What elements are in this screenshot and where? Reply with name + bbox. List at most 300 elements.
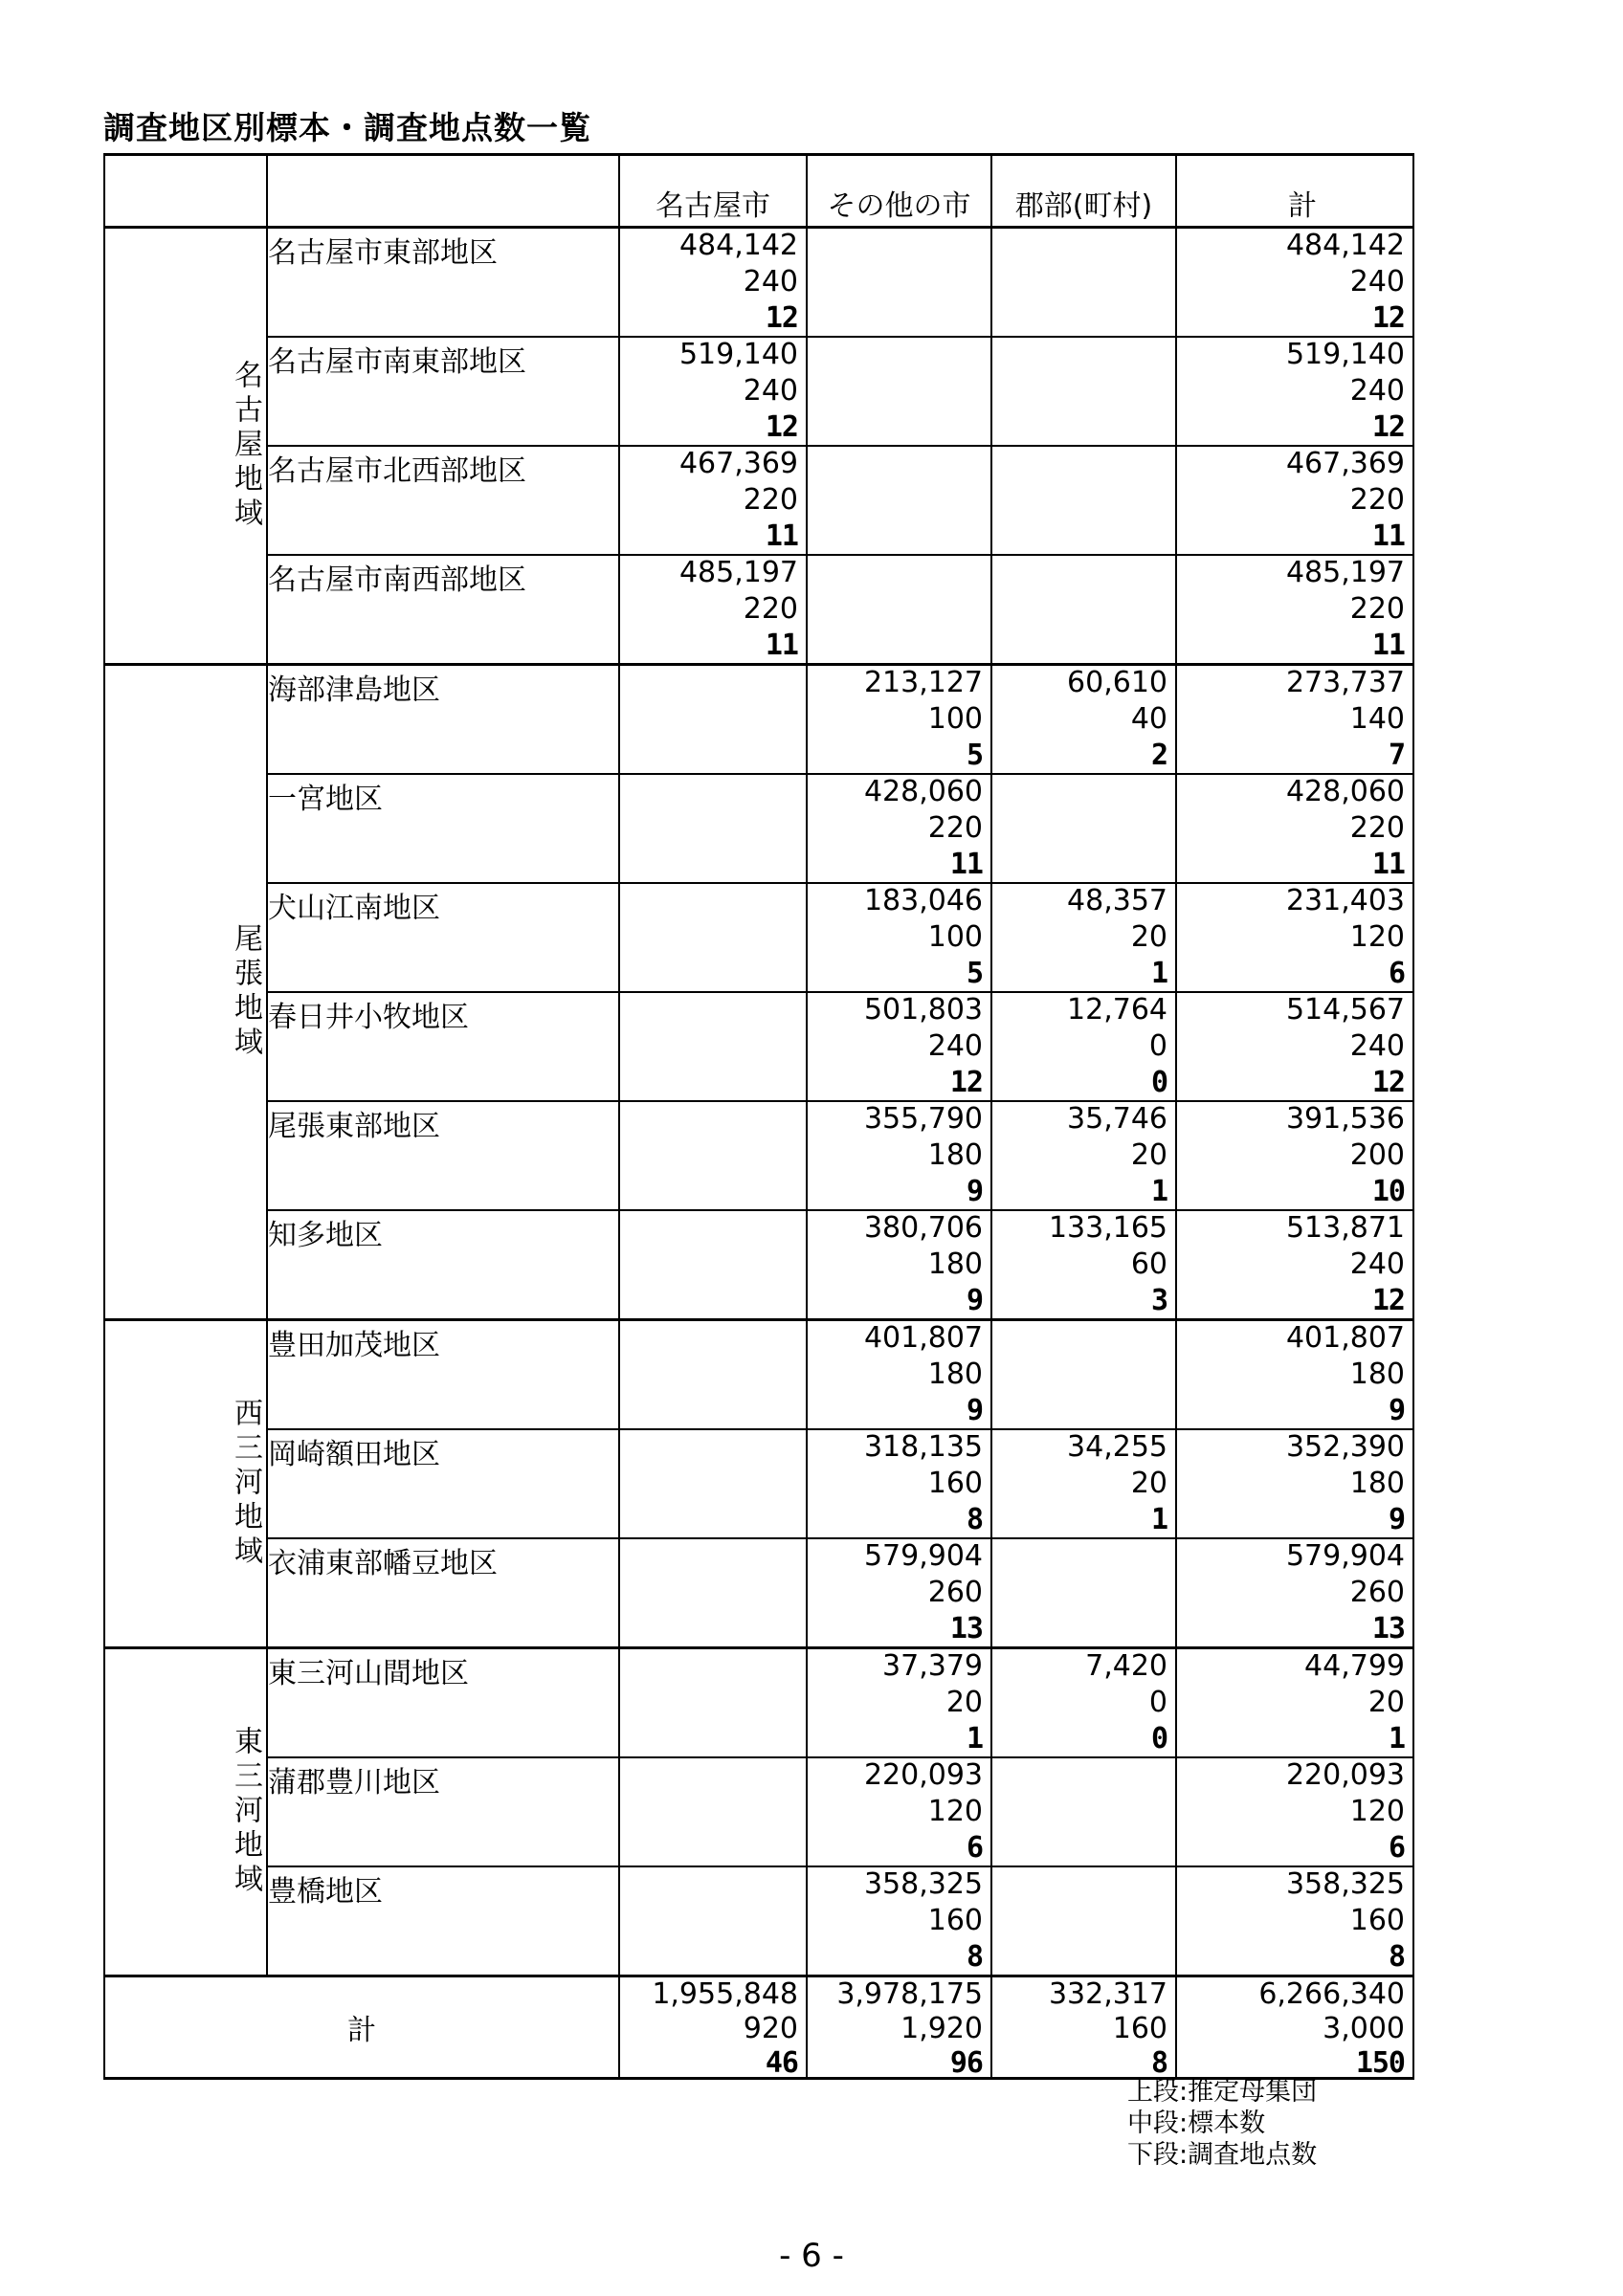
value-cell [1176, 774, 1413, 883]
value-cell [1176, 1210, 1413, 1320]
value-population [620, 666, 798, 700]
value-population: 428,060 [863, 775, 983, 808]
district-name: 名古屋市南東部地区 [267, 337, 619, 446]
value-samples [620, 1029, 798, 1064]
value-points [620, 848, 798, 882]
value-points: 1 [1150, 1503, 1167, 1536]
table-row [104, 883, 1413, 992]
value-cell [619, 1648, 807, 1758]
value-cell [991, 555, 1176, 665]
table-row [104, 774, 1413, 883]
district-name: 名古屋市南西部地区 [267, 555, 619, 665]
table-row [104, 1866, 1413, 1976]
value-samples [992, 265, 1167, 299]
district-name: 衣浦東部幡豆地区 [267, 1538, 619, 1648]
table-row [104, 446, 1413, 555]
value-points: 0 [1150, 1066, 1167, 1099]
value-points: 11 [1371, 519, 1405, 553]
district-name: 尾張東部地区 [267, 1101, 619, 1210]
value-population [620, 1539, 798, 1574]
value-samples: 180 [1349, 1467, 1405, 1500]
value-population: 519,140 [678, 338, 798, 371]
value-points: 9 [966, 1175, 983, 1208]
value-population: 401,807 [863, 1321, 983, 1355]
value-samples: 120 [1349, 920, 1405, 954]
value-cell [1176, 337, 1413, 446]
header-row [104, 155, 1413, 228]
table-row [104, 1757, 1413, 1866]
table-row [104, 1648, 1413, 1758]
value-points [992, 410, 1167, 445]
value-samples: 220 [1349, 592, 1405, 626]
value-cell [619, 228, 807, 338]
value-cell [991, 1210, 1176, 1320]
value-samples [620, 702, 798, 737]
value-points: 1 [1150, 957, 1167, 990]
value-samples: 220 [743, 483, 798, 517]
value-cell [807, 774, 991, 883]
value-points: 1 [1150, 1175, 1167, 1208]
value-points: 13 [949, 1612, 983, 1645]
value-population: 220,093 [863, 1758, 983, 1792]
value-population [992, 1321, 1167, 1356]
value-population: 428,060 [1285, 775, 1405, 808]
value-samples: 240 [927, 1029, 983, 1063]
value-population: 48,357 [1067, 884, 1167, 917]
value-population [620, 775, 798, 809]
value-cell [807, 555, 991, 665]
value-points [620, 1940, 798, 1975]
value-cell [1176, 446, 1413, 555]
table-row [104, 1538, 1413, 1648]
value-population [808, 338, 983, 372]
value-points: 5 [966, 957, 983, 990]
table-row [104, 228, 1413, 338]
value-points [808, 410, 983, 445]
value-cell [807, 992, 991, 1101]
value-samples: 240 [743, 374, 798, 408]
value-samples: 20 [1130, 920, 1167, 954]
value-samples [808, 592, 983, 627]
value-samples: 0 [1148, 1029, 1167, 1063]
value-points: 1 [966, 1722, 983, 1755]
value-cell [619, 446, 807, 555]
district-name: 名古屋市東部地区 [267, 228, 619, 338]
value-cell [619, 1320, 807, 1430]
value-points: 11 [765, 519, 798, 553]
value-samples: 240 [743, 265, 798, 298]
value-population: 358,325 [863, 1867, 983, 1901]
value-cell [619, 883, 807, 992]
value-cell [991, 337, 1176, 446]
value-points [620, 1831, 798, 1866]
value-points: 12 [949, 1066, 983, 1099]
value-samples [808, 483, 983, 518]
district-name: 東三河山間地区 [267, 1648, 619, 1758]
value-population: 6,266,340 [1258, 1977, 1405, 2011]
value-points [620, 739, 798, 773]
value-points: 11 [1371, 848, 1405, 881]
table-row [104, 1429, 1413, 1538]
value-population: 7,420 [1085, 1649, 1167, 1683]
value-cell [991, 1757, 1176, 1866]
value-samples: 160 [1112, 2012, 1167, 2045]
value-population: 231,403 [1285, 884, 1405, 917]
value-population: 380,706 [863, 1211, 983, 1245]
value-points: 3 [1150, 1284, 1167, 1317]
value-population [620, 993, 798, 1027]
value-points: 9 [966, 1394, 983, 1427]
value-samples: 100 [927, 702, 983, 736]
value-population: 485,197 [1285, 556, 1405, 589]
value-cell [807, 1538, 991, 1648]
value-samples [992, 1358, 1167, 1392]
value-samples: 120 [927, 1795, 983, 1828]
value-samples: 20 [1130, 1467, 1167, 1500]
page-number: - 6 - [779, 2237, 844, 2275]
value-samples [992, 592, 1167, 627]
value-points [992, 1394, 1167, 1428]
value-points [992, 301, 1167, 336]
value-cell [619, 1429, 807, 1538]
value-samples: 120 [1349, 1795, 1405, 1828]
value-cell [991, 1429, 1176, 1538]
legend [1127, 2076, 1317, 2171]
value-samples: 220 [743, 592, 798, 626]
value-population: 183,046 [863, 884, 983, 917]
value-points: 6 [1388, 1831, 1405, 1865]
value-points: 6 [1388, 957, 1405, 990]
value-cell [619, 1101, 807, 1210]
value-points: 11 [949, 848, 983, 881]
value-cell [619, 1538, 807, 1648]
value-population [808, 556, 983, 590]
value-cell [991, 1648, 1176, 1758]
value-samples [992, 1795, 1167, 1829]
region-label: 西三河地域 [104, 1320, 267, 1648]
value-population [992, 556, 1167, 590]
legend-top: 上段:推定母集団 [1127, 2077, 1318, 2107]
value-points: 11 [1371, 629, 1405, 662]
value-points: 46 [765, 2046, 798, 2080]
column-header: 郡部(町村) [991, 155, 1176, 228]
value-population [620, 1430, 798, 1465]
value-points: 0 [1150, 1722, 1167, 1755]
value-points [992, 1612, 1167, 1646]
district-name: 一宮地区 [267, 774, 619, 883]
value-samples: 240 [1349, 265, 1405, 298]
table-row [104, 1210, 1413, 1320]
value-population [992, 1539, 1167, 1574]
value-population: 579,904 [863, 1539, 983, 1573]
value-samples: 240 [1349, 1247, 1405, 1281]
value-cell [619, 665, 807, 775]
district-name: 名古屋市北西部地区 [267, 446, 619, 555]
value-cell [991, 774, 1176, 883]
value-cell [619, 1976, 807, 2079]
value-points [808, 519, 983, 554]
district-name: 海部津島地区 [267, 665, 619, 775]
value-cell [1176, 1538, 1413, 1648]
value-points: 7 [1388, 739, 1405, 772]
value-points: 9 [1388, 1394, 1405, 1427]
value-samples: 220 [1349, 483, 1405, 517]
district-name: 豊橋地区 [267, 1866, 619, 1976]
value-samples [992, 811, 1167, 846]
value-population [992, 447, 1167, 481]
value-points: 8 [966, 1503, 983, 1536]
value-cell [1176, 1866, 1413, 1976]
value-population: 1,955,848 [652, 1977, 798, 2011]
value-population: 401,807 [1285, 1321, 1405, 1355]
value-population: 391,536 [1285, 1102, 1405, 1136]
district-name: 犬山江南地区 [267, 883, 619, 992]
value-population: 35,746 [1067, 1102, 1167, 1136]
value-samples: 160 [927, 1467, 983, 1500]
value-population [808, 447, 983, 481]
value-cell [1176, 1976, 1413, 2079]
value-points: 1 [1388, 1722, 1405, 1755]
column-header: 名古屋市 [619, 155, 807, 228]
value-population: 3,978,175 [836, 1977, 983, 2011]
value-cell [991, 665, 1176, 775]
value-points: 12 [1371, 1066, 1405, 1099]
total-row [104, 1976, 1413, 2079]
value-samples: 180 [927, 1247, 983, 1281]
table-row [104, 1101, 1413, 1210]
value-cell [807, 665, 991, 775]
value-samples [992, 1576, 1167, 1610]
value-population: 514,567 [1285, 993, 1405, 1027]
value-points [620, 1394, 798, 1428]
value-population [620, 1758, 798, 1793]
value-samples [620, 1576, 798, 1610]
value-cell [991, 1538, 1176, 1648]
value-population: 579,904 [1285, 1539, 1405, 1573]
value-population: 352,390 [1285, 1430, 1405, 1464]
value-population: 133,165 [1048, 1211, 1167, 1245]
value-population: 273,737 [1285, 666, 1405, 699]
value-cell [619, 1866, 807, 1976]
value-cell [807, 1757, 991, 1866]
value-samples [992, 374, 1167, 408]
value-population: 485,197 [678, 556, 798, 589]
value-population [992, 1758, 1167, 1793]
value-cell [1176, 1648, 1413, 1758]
value-points [992, 848, 1167, 882]
value-cell [807, 1648, 991, 1758]
value-points: 9 [966, 1284, 983, 1317]
value-points [620, 1503, 798, 1537]
value-population: 484,142 [1285, 229, 1405, 262]
value-samples [620, 920, 798, 955]
value-samples: 140 [1349, 702, 1405, 736]
value-cell [619, 1210, 807, 1320]
value-cell [1176, 228, 1413, 338]
district-name: 岡崎額田地区 [267, 1429, 619, 1538]
value-cell [619, 555, 807, 665]
value-population: 513,871 [1285, 1211, 1405, 1245]
value-population: 220,093 [1285, 1758, 1405, 1792]
district-name: 蒲郡豊川地区 [267, 1757, 619, 1866]
survey-table-container [103, 153, 1414, 2080]
value-population [992, 338, 1167, 372]
value-samples [992, 1904, 1167, 1938]
table-row [104, 665, 1413, 775]
value-samples: 920 [743, 2012, 798, 2045]
value-samples: 160 [1349, 1904, 1405, 1937]
value-population [992, 1867, 1167, 1902]
value-points: 96 [949, 2046, 983, 2080]
value-points [992, 1831, 1167, 1866]
value-points: 150 [1355, 2046, 1405, 2080]
value-samples [620, 1247, 798, 1282]
page-title: 調査地区別標本・調査地点数一覧 [103, 109, 591, 146]
value-cell [807, 1101, 991, 1210]
value-cell [807, 337, 991, 446]
value-points: 12 [1371, 1284, 1405, 1317]
value-samples: 60 [1130, 1247, 1167, 1281]
value-samples [620, 811, 798, 846]
value-samples [620, 1686, 798, 1720]
region-label: 尾張地域 [104, 665, 267, 1320]
value-population [808, 229, 983, 263]
value-samples [620, 1795, 798, 1829]
value-population: 358,325 [1285, 1867, 1405, 1901]
value-population: 467,369 [678, 447, 798, 480]
value-samples [808, 265, 983, 299]
value-population [620, 1867, 798, 1902]
value-points: 12 [1371, 301, 1405, 335]
value-points [620, 1722, 798, 1756]
value-population: 60,610 [1067, 666, 1167, 699]
value-population: 34,255 [1067, 1430, 1167, 1464]
value-samples: 240 [1349, 374, 1405, 408]
legend-middle: 中段:標本数 [1127, 2108, 1266, 2138]
value-population: 355,790 [863, 1102, 983, 1136]
value-population: 37,379 [882, 1649, 983, 1683]
value-samples: 160 [927, 1904, 983, 1937]
value-population [620, 1649, 798, 1684]
header-blank-district [267, 155, 619, 228]
value-population [992, 229, 1167, 263]
value-cell [619, 774, 807, 883]
table-row [104, 337, 1413, 446]
value-points: 13 [1371, 1612, 1405, 1645]
value-population [620, 884, 798, 918]
value-population [620, 1211, 798, 1246]
header-blank-region [104, 155, 267, 228]
value-points: 9 [1388, 1503, 1405, 1536]
value-samples: 3,000 [1323, 2012, 1405, 2045]
value-cell [1176, 555, 1413, 665]
value-cell [1176, 1757, 1413, 1866]
value-cell [807, 1429, 991, 1538]
legend-bottom: 下段:調査地点数 [1127, 2140, 1318, 2170]
value-cell [807, 446, 991, 555]
value-samples: 20 [1130, 1138, 1167, 1172]
value-population: 318,135 [863, 1430, 983, 1464]
value-cell [991, 228, 1176, 338]
value-population: 501,803 [863, 993, 983, 1027]
value-points: 6 [966, 1831, 983, 1865]
value-samples [808, 374, 983, 408]
value-points [992, 1940, 1167, 1975]
value-points [620, 1175, 798, 1209]
value-points: 2 [1150, 739, 1167, 772]
value-population: 44,799 [1304, 1649, 1405, 1683]
value-points: 12 [765, 301, 798, 335]
value-points [808, 301, 983, 336]
table-row [104, 555, 1413, 665]
column-header: その他の市 [807, 155, 991, 228]
value-cell [1176, 1320, 1413, 1430]
value-population: 484,142 [678, 229, 798, 262]
value-samples: 180 [1349, 1358, 1405, 1391]
value-cell [991, 883, 1176, 992]
value-population: 12,764 [1067, 993, 1167, 1027]
value-samples: 220 [927, 811, 983, 845]
value-samples: 0 [1148, 1686, 1167, 1719]
value-population: 213,127 [863, 666, 983, 699]
region-label: 東三河地域 [104, 1648, 267, 1976]
value-points [620, 1066, 798, 1100]
value-samples [620, 1467, 798, 1501]
value-points [992, 519, 1167, 554]
value-cell [1176, 992, 1413, 1101]
value-population [620, 1102, 798, 1137]
value-cell [991, 1866, 1176, 1976]
value-points [620, 1612, 798, 1646]
value-samples: 220 [1349, 811, 1405, 845]
table-row [104, 1320, 1413, 1430]
value-cell [619, 1757, 807, 1866]
survey-table [103, 153, 1414, 2080]
value-points: 5 [966, 739, 983, 772]
value-population: 467,369 [1285, 447, 1405, 480]
value-cell [807, 1976, 991, 2079]
value-samples: 40 [1130, 702, 1167, 736]
region-label: 名古屋地域 [104, 228, 267, 665]
value-cell [807, 228, 991, 338]
value-population: 332,317 [1048, 1977, 1167, 2011]
value-samples: 20 [945, 1686, 983, 1719]
district-name: 春日井小牧地区 [267, 992, 619, 1101]
value-cell [1176, 665, 1413, 775]
total-label: 計 [104, 1976, 619, 2079]
value-points [620, 1284, 798, 1318]
value-cell [991, 1320, 1176, 1430]
value-samples [620, 1358, 798, 1392]
value-points: 8 [1388, 1940, 1405, 1974]
value-cell [991, 446, 1176, 555]
value-cell [619, 337, 807, 446]
value-cell [991, 1101, 1176, 1210]
table-row [104, 992, 1413, 1101]
value-samples [620, 1138, 798, 1173]
value-points: 12 [1371, 410, 1405, 444]
district-name: 知多地区 [267, 1210, 619, 1320]
value-samples [992, 483, 1167, 518]
value-samples: 200 [1349, 1138, 1405, 1172]
column-header: 計 [1176, 155, 1413, 228]
value-points: 8 [966, 1940, 983, 1974]
value-cell [1176, 1101, 1413, 1210]
value-points: 10 [1371, 1175, 1405, 1208]
value-samples: 240 [1349, 1029, 1405, 1063]
value-cell [991, 1976, 1176, 2079]
value-points [620, 957, 798, 991]
